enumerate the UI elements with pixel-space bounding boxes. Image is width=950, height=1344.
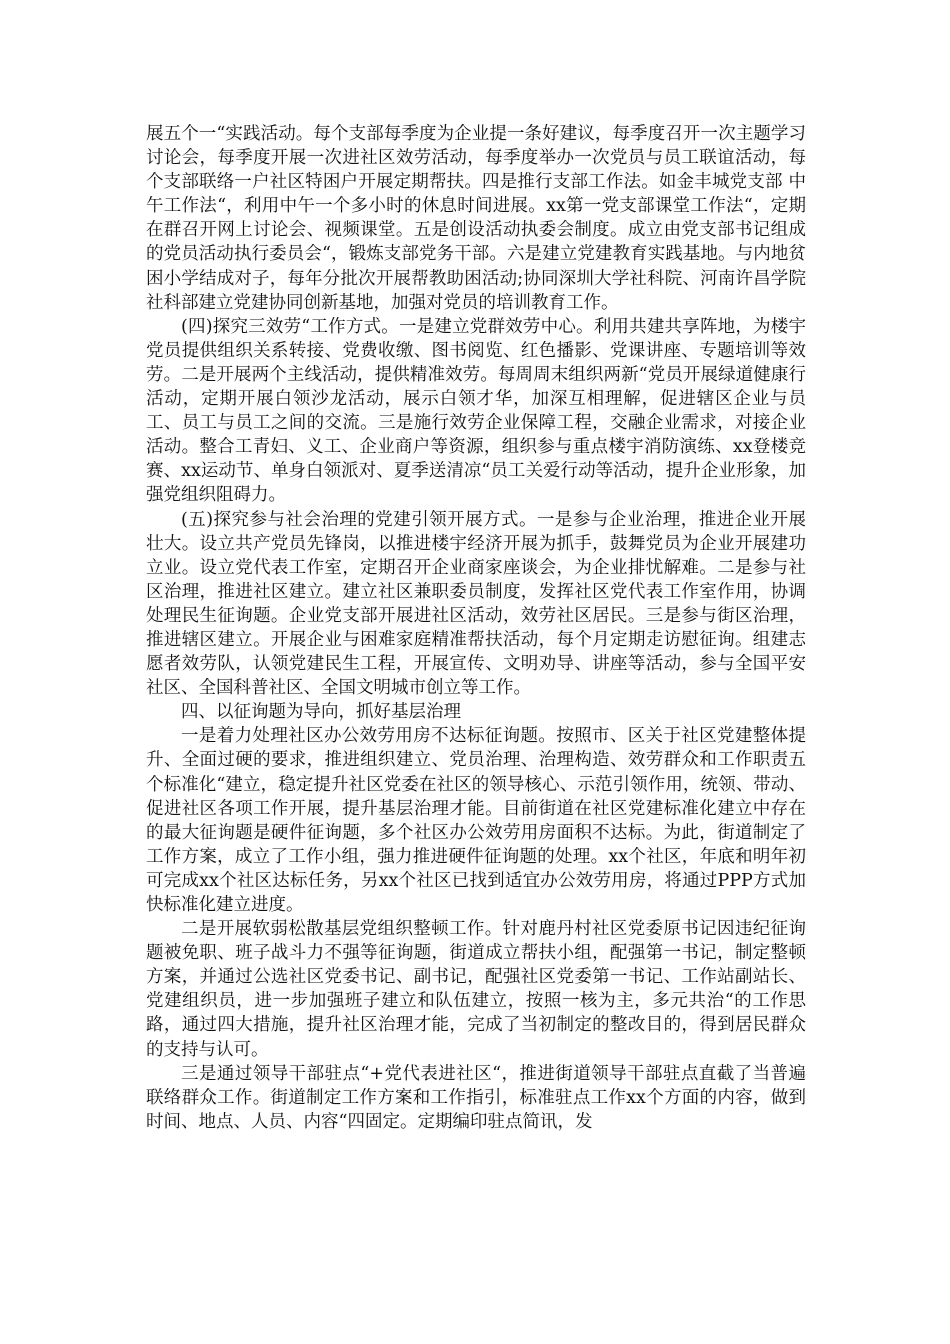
- paragraph-social-governance: (五)探究参与社会治理的党建引领开展方式。一是参与企业治理，推进企业开展壮大。设立共产党员先锋岗，以推进楼宇经济开展为抓手，鼓舞党员为企业开展建功立业。设立党代表工作室，定期召开企业商家座谈会，为企业排忧解难。二是参与社区治理，推进社区建立。建立社区兼职委员制度，发挥社区党代表工作室作用，协调处理民生征询题。企业党支部开展进社区活动，效劳社区居民。三是参与街区治理，推进辖区建立。开展企业与困难家庭精准帮扶活动，每个月定期走访慰征询。组建志愿者效劳队，认领党建民生工程，开展宣传、文明劝导、讲座等活动，参与全国平安社区、全国科普社区、全国文明城市创立等工作。: [146, 509, 806, 699]
- section-heading-grassroots-governance: 四、以征询题为导向，抓好基层治理: [181, 702, 461, 723]
- paragraph-office-space: 一是着力处理社区办公效劳用房不达标征询题。按照市、区关于社区党建整体提升、全面过硬的要求，推进组织建立、党员治理、治理构造、效劳群众和工作职责五个标准化“建立，稳定提升社区党委在社区的领导核心、示范引领作用，统领、带动、促进社区各项工作开展，提升基层治理才能。目前街道在社区党建标准化建立中存在的最大征询题是硬件征询题，多个社区办公效劳用房面积不达标。为此，街道制定了工作方案，成立了工作小组，强力推进硬件征询题的处理。xx个社区，年底和明年初可完成xx个社区达标任务，另xx个社区已找到适宜办公效劳用房，将通过PPP方式加快标准化建立进度。: [146, 726, 806, 915]
- document-page: [146, 122, 806, 1134]
- paragraph-service-methods: (四)探究三效劳“工作方式。一是建立党群效劳中心。利用共建共享阵地，为楼宇党员提供组织关系转接、党费收缴、图书阅览、红色播影、党课讲座、专题培训等效劳。二是开展两个主线活动，提供精准效劳。每周周末组织两新“党员开展绿道健康行活动，定期开展白领沙龙活动，展示白领才华，加深互相理解，促进辖区企业与员工、员工与员工之间的交流。三是施行效劳企业保障工程，交融企业需求，对接企业活动。整合工青妇、义工、企业商户等资源，组织参与重点楼宇消防演练、xx登楼竞赛、xx运动节、单身白领派对、夏季送清凉“员工关爱行动等活动，提升企业形象，加强党组织阻碍力。: [146, 316, 806, 506]
- paragraph-party-organization-rectification: 二是开展软弱松散基层党组织整顿工作。针对鹿丹村社区党委原书记因违纪征询题被免职、班子战斗力不强等征询题，街道成立帮扶小组，配强第一书记，制定整顿方案，并通过公选社区党委书记、副书记，配强社区党委第一书记、工作站副站长、党建组织员，进一步加强班子建立和队伍建立，按照一核为主，多元共治“的工作思路，通过四大措施，提升社区治理才能，完成了当初制定的整改目的，得到居民群众的支持与认可。: [146, 919, 806, 1060]
- paragraph-practice-activities: 展五个一“实践活动。每个支部每季度为企业提一条好建议，每季度召开一次主题学习讨论会，每季度开展一次进社区效劳活动，每季度举办一次党员与员工联谊活动，每个支部联络一户社区特困户开展定期帮扶。四是推行支部工作法。如金丰城党支部 中午工作法“，利用中午一个多小时的休息时间进展。xx第一党支部课堂工作法“，定期在群召开网上讨论会、视频课堂。五是创设活动执委会制度。成立由党支部书记组成的党员活动执行委员会“，锻炼支部党务干部。六是建立党建教育实践基地。与内地贫困小学结成对子，每年分批次开展帮教助困活动;协同深圳大学社科院、河南许昌学院社科部建立党建协同创新基地，加强对党员的培训教育工作。: [146, 124, 806, 313]
- paragraph-cadre-stationing: 三是通过领导干部驻点“+党代表进社区“，推进街道领导干部驻点直截了当普遍联络群众工作。街道制定工作方案和工作指引，标准驻点工作xx个方面的内容，做到时间、地点、人员、内容“四固定。定期编印驻点简讯，发: [146, 1063, 806, 1132]
